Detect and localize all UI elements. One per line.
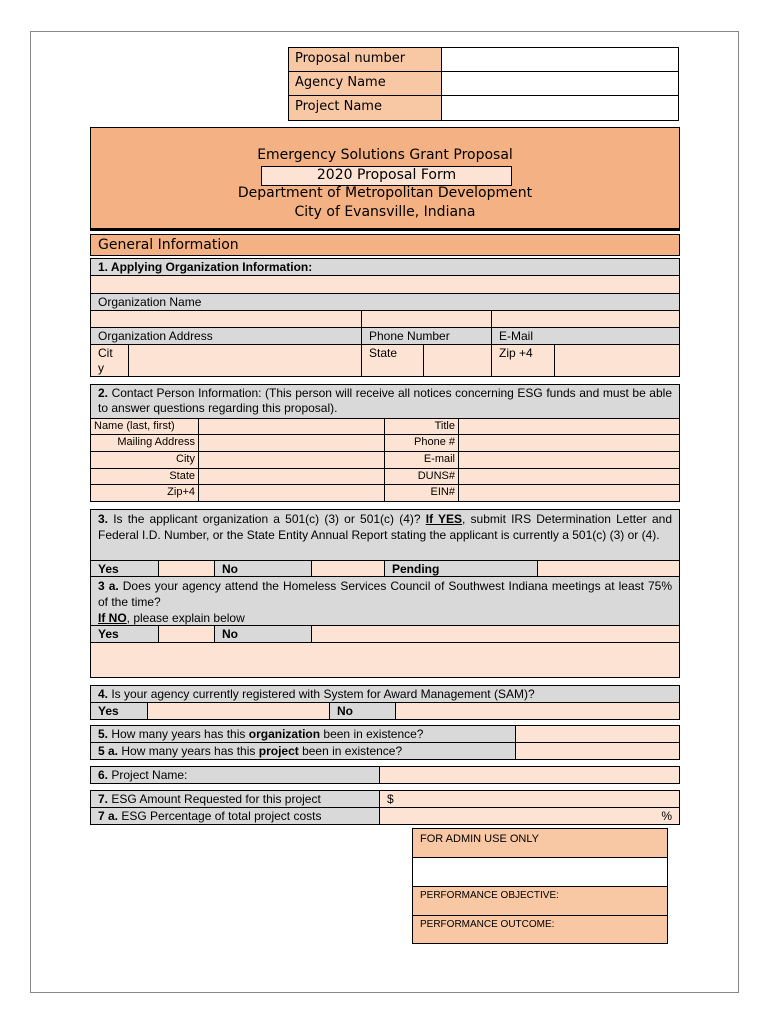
header-department: Department of Metropolitan Development (237, 185, 533, 201)
section-5-question (90, 725, 516, 743)
section-6-project-name-field[interactable] (379, 766, 680, 784)
state-label: State (361, 344, 424, 377)
email-label: E-Mail (491, 327, 680, 345)
contact-phone-label: Phone # (384, 434, 459, 452)
org-address-label: Organization Address (90, 327, 362, 345)
contact-name-label: Name (last, first) (90, 418, 199, 435)
phone-number-field[interactable] (361, 310, 492, 328)
contact-phone-field[interactable] (458, 434, 680, 452)
performance-outcome-label: PERFORMANCE OUTCOME: (412, 915, 668, 944)
esg-percentage-field[interactable]: % (379, 807, 680, 825)
section-7a-number: 7 a. (98, 809, 119, 823)
s3a-explanation-field[interactable] (90, 642, 680, 678)
section-3a-question (90, 576, 680, 626)
zip-label: Zip +4 (491, 344, 555, 377)
city-field[interactable] (128, 344, 362, 377)
section-5a-number: 5 a. (98, 744, 119, 758)
s3-yes-field[interactable] (158, 560, 215, 577)
s3a-yes-field[interactable] (158, 625, 215, 643)
section-7a-label (90, 807, 380, 825)
section-5a-text-b: been in existence? (298, 744, 403, 758)
section-7-number: 7. (98, 792, 109, 806)
phone-number-label: Phone Number (361, 327, 492, 345)
section-5a-text-a: How many years has this (118, 744, 259, 758)
contact-name-field[interactable] (198, 418, 385, 435)
project-name-field[interactable] (441, 95, 679, 121)
s3-pending-field[interactable] (537, 560, 680, 577)
section-3-question (90, 509, 680, 561)
section-4-text: Is your agency currently registered with System for Award Management (SAM)? (108, 687, 535, 701)
duns-field[interactable] (458, 468, 680, 485)
section-5a-question (90, 742, 516, 760)
header-city: City of Evansville, Indiana (294, 204, 476, 220)
section-3a-text: Does your agency attend the Homeless Services Council of Southwest Indiana meetings at least 75% of the time? (98, 579, 673, 609)
section-4-question (90, 685, 680, 703)
project-name-label: Project Name (288, 95, 442, 121)
state-field[interactable] (423, 344, 492, 377)
performance-objective-label: PERFORMANCE OBJECTIVE: (412, 886, 668, 916)
zip-field[interactable] (554, 344, 680, 377)
section-3a-if-no: If NO (98, 611, 127, 625)
section-3-if-yes: If YES (425, 512, 463, 526)
section-5-number: 5. (98, 727, 109, 741)
proposal-number-field[interactable] (441, 47, 679, 72)
org-name-field[interactable] (90, 310, 362, 328)
agency-name-label: Agency Name (288, 71, 442, 96)
header-form-year: 2020 Proposal Form (261, 166, 512, 186)
city-label (90, 344, 129, 377)
section-7-text: ESG Amount Requested for this project (108, 792, 321, 806)
mailing-address-label: Mailing Address (90, 434, 199, 452)
duns-label: DUNS# (384, 468, 459, 485)
section-7a-text: ESG Percentage of total project costs (118, 809, 322, 823)
org-name-label: Organization Name (90, 293, 680, 311)
section-3a-explain: , please explain below (126, 611, 245, 625)
agency-name-field[interactable] (441, 71, 679, 96)
s3-no-field[interactable] (311, 560, 385, 577)
s3a-no-label: No (214, 625, 312, 643)
s3a-no-field[interactable] (311, 625, 680, 643)
section-6-number: 6. (98, 768, 109, 782)
contact-city-label: City (90, 451, 199, 469)
project-years-field[interactable] (515, 742, 680, 760)
section-2-text: Contact Person Information: (This person will receive all notices concerning ESG funds and must be able to answer questions regarding this proposal). (98, 386, 672, 415)
form-header (90, 127, 680, 231)
general-information-heading: General Information (90, 234, 680, 256)
section-3a-number: 3 a. (98, 579, 119, 593)
section-5a-bold: project (258, 744, 299, 758)
org-years-field[interactable] (515, 725, 680, 743)
email-field[interactable] (491, 310, 680, 328)
admin-blank-field[interactable] (412, 857, 668, 887)
contact-zip-label: Zip+4 (90, 484, 199, 502)
section-3-text-b: , submit IRS Determination Letter and Federal I.D. Number, or the State Entity Annual Report stating the applicant is currently a 501(c) (3) or (4). (98, 512, 673, 542)
s4-no-label: No (329, 702, 396, 720)
section-1-blank[interactable] (90, 275, 680, 294)
city-label-line2: y (98, 361, 104, 375)
contact-title-field[interactable] (458, 418, 680, 435)
contact-title-label: Title (384, 418, 459, 435)
contact-city-field[interactable] (198, 451, 385, 469)
contact-email-label: E-mail (384, 451, 459, 469)
section-3-number: 3. (98, 512, 109, 526)
s4-yes-label: Yes (90, 702, 148, 720)
s4-no-field[interactable] (395, 702, 680, 720)
section-5-bold: organization (248, 727, 321, 741)
contact-zip-field[interactable] (198, 484, 385, 502)
contact-state-field[interactable] (198, 468, 385, 485)
section-5-text-a: How many years has this (108, 727, 249, 741)
section-6-label (90, 766, 380, 784)
city-label-line1: Cit (98, 346, 113, 360)
header-title: Emergency Solutions Grant Proposal (257, 147, 513, 163)
section-1-title: 1. Applying Organization Information: (90, 258, 680, 276)
mailing-address-field[interactable] (198, 434, 385, 452)
admin-title: FOR ADMIN USE ONLY (412, 828, 668, 858)
section-4-number: 4. (98, 687, 109, 701)
proposal-number-label: Proposal number (288, 47, 442, 72)
s3a-yes-label: Yes (90, 625, 159, 643)
contact-email-field[interactable] (458, 451, 680, 469)
ein-field[interactable] (458, 484, 680, 502)
contact-state-label: State (90, 468, 199, 485)
s3-yes-label: Yes (90, 560, 159, 577)
section-5-text-b: been in existence? (320, 727, 424, 741)
section-7-label (90, 790, 380, 808)
section-6-text: Project Name: (108, 768, 188, 782)
section-3-text-a: Is the applicant organization a 501(c) (3) or 501(c) (4)? (108, 512, 426, 526)
esg-amount-field[interactable]: $ (379, 790, 680, 808)
section-2-number: 2. (98, 386, 109, 400)
section-2-title (90, 384, 680, 419)
s3-pending-label: Pending (384, 560, 538, 577)
ein-label: EIN# (384, 484, 459, 502)
s3-no-label: No (214, 560, 312, 577)
s4-yes-field[interactable] (147, 702, 330, 720)
